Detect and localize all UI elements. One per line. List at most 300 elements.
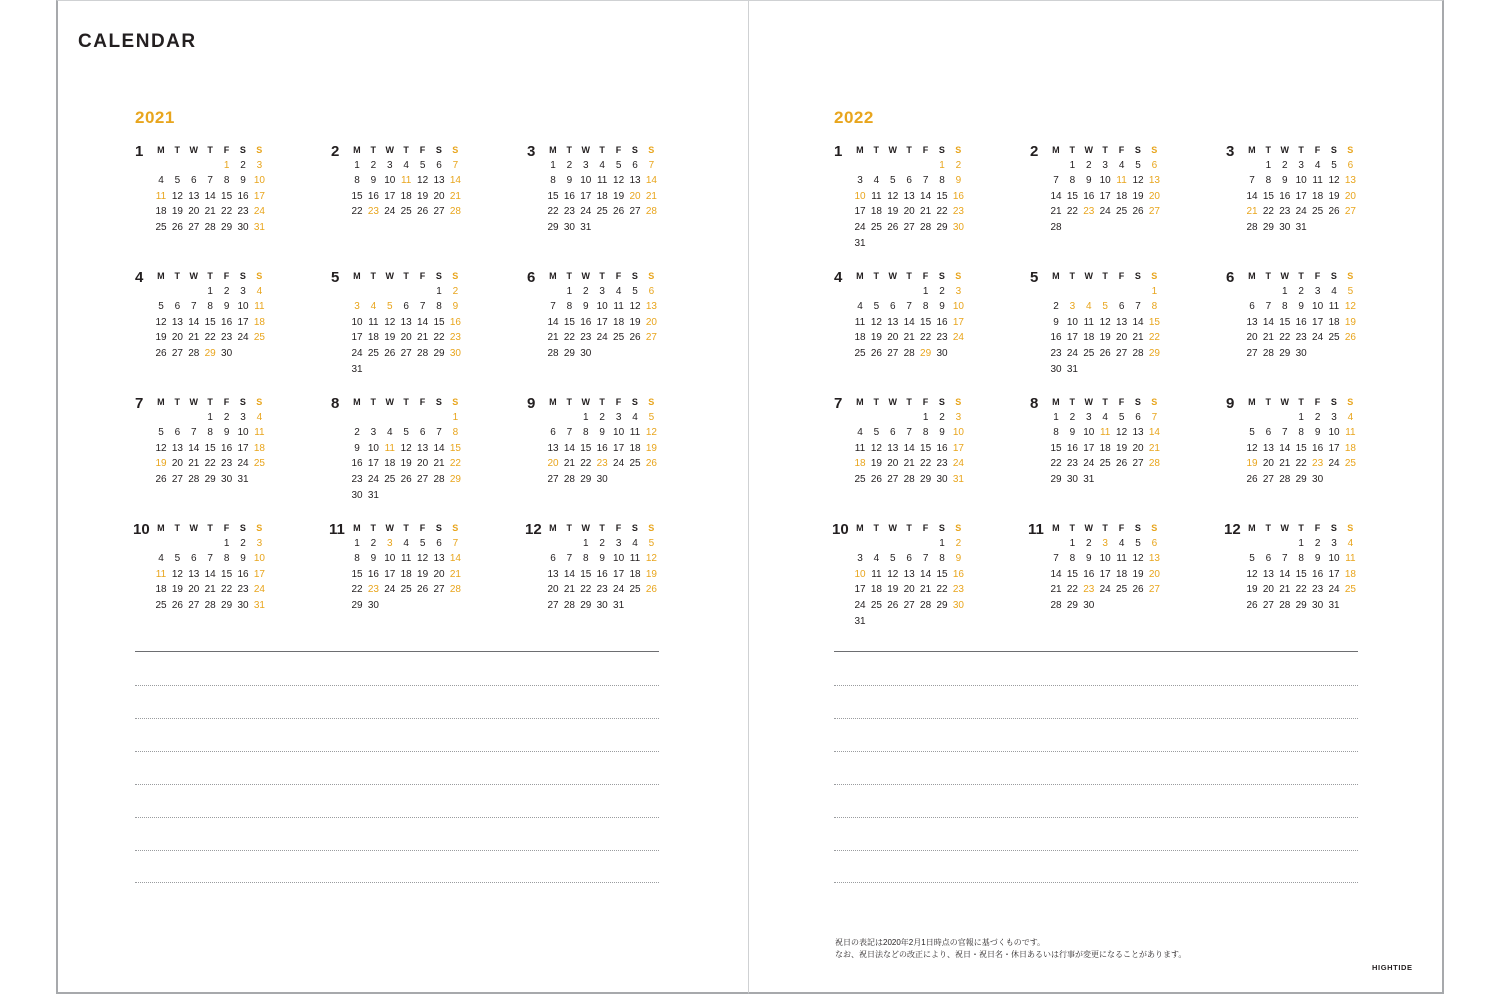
day-cell: 12	[870, 442, 882, 454]
day-cell: 17	[1099, 568, 1111, 580]
day-cell: 25	[367, 348, 379, 359]
day-cell: 30	[1295, 348, 1307, 359]
day-cell: 12	[417, 553, 429, 565]
day-cell: 22	[1295, 584, 1307, 596]
day-cell: 1	[1151, 285, 1158, 297]
day-cell: 29	[563, 348, 575, 359]
day-cell: 14	[903, 316, 915, 328]
weekday-header: T	[1265, 523, 1272, 533]
day-cell: 22	[936, 206, 948, 218]
day-cell: 4	[1118, 159, 1125, 171]
weekday-header: M	[1052, 523, 1060, 533]
day-cell: 11	[629, 553, 641, 565]
day-cell: 30	[367, 600, 379, 611]
day-cell: 27	[1344, 206, 1356, 218]
weekday-header: T	[906, 145, 913, 155]
day-cell: 30	[351, 489, 363, 501]
day-cell: 2	[955, 537, 962, 549]
day-cell: 15	[449, 442, 461, 454]
day-cell: 23	[237, 206, 249, 218]
day-cell: 24	[1328, 458, 1340, 470]
day-cell: 22	[936, 584, 948, 596]
weekday-header: S	[955, 271, 962, 281]
day-cell: 16	[351, 458, 363, 470]
day-cell: 5	[873, 427, 880, 439]
day-cell: 3	[387, 159, 393, 171]
weekday-header: S	[1151, 397, 1158, 407]
day-cell: 17	[1328, 442, 1340, 454]
note-line	[834, 850, 1358, 851]
day-cell: 7	[1053, 553, 1059, 565]
day-cell: 12	[1344, 301, 1356, 313]
day-cell: 30	[1312, 474, 1324, 485]
day-cell: 31	[1295, 222, 1307, 233]
weekday-header: T	[1298, 523, 1305, 533]
day-cell: 11	[596, 175, 608, 187]
weekday-header: M	[856, 397, 864, 407]
day-cell: 15	[547, 190, 559, 202]
weekday-header: W	[189, 271, 199, 281]
day-cell: 30	[563, 222, 575, 233]
day-cell: 24	[384, 584, 396, 596]
day-cell: 13	[547, 442, 559, 454]
weekday-header: M	[549, 523, 557, 533]
weekday-header: T	[370, 271, 377, 281]
day-cell: 6	[1265, 553, 1272, 565]
day-cell: 21	[188, 332, 200, 344]
weekday-header: T	[174, 271, 181, 281]
day-cell: 16	[221, 316, 233, 328]
weekday-header: M	[1052, 145, 1060, 155]
day-cell: 24	[613, 458, 625, 470]
weekday-header: W	[1084, 523, 1094, 533]
day-cell: 2	[599, 537, 605, 549]
day-cell: 28	[188, 348, 200, 359]
day-cell: 4	[387, 427, 393, 439]
day-cell: 21	[1279, 458, 1291, 470]
day-cell: 16	[237, 568, 249, 580]
day-cell: 29	[1066, 600, 1078, 611]
weekday-header: F	[223, 271, 230, 281]
weekday-header: F	[1314, 397, 1321, 407]
day-cell: 1	[223, 537, 230, 549]
note-line	[834, 784, 1358, 785]
day-cell: 18	[155, 584, 167, 596]
day-cell: 28	[1279, 600, 1291, 611]
day-cell: 6	[174, 427, 181, 439]
day-cell: 16	[449, 316, 461, 328]
day-cell: 2	[1282, 159, 1288, 171]
day-cell: 28	[1279, 474, 1291, 485]
day-cell: 4	[403, 537, 409, 549]
day-cell: 25	[400, 206, 412, 218]
day-cell: 29	[221, 600, 233, 611]
day-cell: 23	[952, 584, 964, 596]
day-cell: 7	[922, 175, 929, 187]
day-cell: 4	[632, 411, 638, 423]
weekday-header: T	[370, 145, 377, 155]
day-cell: 18	[870, 584, 882, 596]
weekday-header: S	[1151, 145, 1158, 155]
day-cell: 7	[452, 159, 459, 171]
day-cell: 21	[920, 206, 932, 218]
day-cell: 5	[873, 301, 880, 313]
day-cell: 14	[188, 442, 200, 454]
weekday-header: T	[174, 145, 181, 155]
month-number: 7	[834, 395, 843, 412]
day-cell: 25	[1083, 348, 1095, 359]
day-cell: 16	[1312, 568, 1324, 580]
day-cell: 3	[1331, 537, 1337, 549]
day-cell: 9	[1282, 175, 1288, 187]
day-cell: 17	[1066, 332, 1078, 344]
day-cell: 23	[596, 584, 608, 596]
day-cell: 1	[452, 411, 459, 423]
day-cell: 25	[155, 600, 167, 611]
day-cell: 13	[433, 175, 445, 187]
day-cell: 26	[870, 348, 882, 359]
day-cell: 10	[237, 427, 249, 439]
weekday-header: S	[1347, 523, 1354, 533]
weekday-header: S	[1151, 271, 1158, 281]
day-cell: 30	[1083, 600, 1095, 611]
day-cell: 3	[256, 159, 263, 171]
note-line	[135, 882, 659, 883]
day-cell: 13	[1148, 175, 1160, 187]
weekday-header: S	[1330, 523, 1338, 533]
day-cell: 8	[566, 301, 573, 313]
note-line	[834, 882, 1358, 883]
day-cell: 18	[1116, 190, 1128, 202]
weekday-header: M	[157, 523, 165, 533]
weekday-header: S	[938, 271, 946, 281]
day-cell: 19	[613, 190, 625, 202]
day-cell: 16	[952, 190, 964, 202]
day-cell: 10	[854, 190, 866, 202]
day-cell: 29	[433, 348, 445, 359]
weekday-header: F	[615, 523, 622, 533]
weekday-header: S	[938, 523, 946, 533]
day-cell: 10	[1083, 427, 1095, 439]
day-cell: 26	[400, 474, 412, 485]
day-cell: 27	[433, 206, 445, 218]
day-cell: 31	[854, 615, 866, 627]
day-cell: 21	[563, 584, 575, 596]
day-cell: 16	[237, 190, 249, 202]
day-cell: 7	[1282, 427, 1288, 439]
day-cell: 4	[1331, 285, 1337, 297]
day-cell: 13	[1344, 175, 1356, 187]
day-cell: 12	[887, 568, 899, 580]
day-cell: 29	[449, 474, 461, 485]
day-cell: 6	[191, 175, 197, 187]
month-2022-8	[1030, 395, 1170, 510]
day-cell: 5	[419, 159, 426, 171]
day-cell: 2	[1053, 301, 1059, 313]
day-cell: 22	[920, 458, 932, 470]
day-cell: 25	[1344, 584, 1356, 596]
day-cell: 17	[253, 190, 265, 202]
day-cell: 28	[1148, 458, 1160, 470]
day-cell: 28	[449, 584, 461, 596]
day-cell: 14	[1279, 568, 1291, 580]
day-cell: 10	[1066, 316, 1078, 328]
day-cell: 30	[596, 600, 608, 611]
day-cell: 26	[1246, 600, 1258, 611]
day-cell: 5	[890, 175, 896, 187]
day-cell: 27	[400, 348, 412, 359]
note-line	[135, 784, 659, 785]
weekday-header: M	[1052, 397, 1060, 407]
day-cell: 22	[1066, 584, 1078, 596]
day-cell: 20	[1116, 332, 1128, 344]
weekday-header: T	[1298, 145, 1305, 155]
weekday-header: S	[452, 523, 459, 533]
day-cell: 8	[436, 301, 442, 313]
day-cell: 25	[870, 600, 882, 611]
day-cell: 23	[596, 458, 608, 470]
day-cell: 5	[1331, 159, 1337, 171]
day-cell: 24	[1099, 584, 1111, 596]
day-cell: 27	[547, 600, 559, 611]
day-cell: 17	[253, 568, 265, 580]
day-cell: 19	[645, 442, 657, 454]
day-cell: 22	[1295, 458, 1307, 470]
day-cell: 8	[1069, 175, 1076, 187]
day-cell: 19	[870, 332, 882, 344]
day-cell: 15	[433, 316, 445, 328]
day-cell: 13	[1246, 316, 1258, 328]
day-cell: 21	[645, 190, 657, 202]
month-2021-2	[331, 143, 471, 258]
day-cell: 4	[857, 301, 863, 313]
day-cell: 15	[580, 442, 592, 454]
day-cell: 26	[645, 458, 657, 470]
day-cell: 7	[1053, 175, 1059, 187]
month-number: 1	[834, 143, 843, 160]
weekday-header: S	[631, 145, 639, 155]
day-cell: 11	[155, 568, 167, 580]
day-cell: 6	[1265, 427, 1272, 439]
day-cell: 16	[580, 316, 592, 328]
day-cell: 24	[854, 222, 866, 233]
day-cell: 28	[920, 222, 932, 233]
day-cell: 5	[387, 301, 393, 313]
day-cell: 20	[400, 332, 412, 344]
day-cell: 24	[580, 206, 592, 218]
month-number: 10	[832, 521, 849, 538]
day-cell: 14	[563, 442, 575, 454]
day-cell: 20	[903, 206, 915, 218]
day-cell: 24	[1099, 206, 1111, 218]
day-cell: 18	[155, 206, 167, 218]
day-cell: 6	[890, 301, 896, 313]
day-cell: 2	[240, 537, 246, 549]
day-cell: 20	[188, 206, 200, 218]
day-cell: 15	[563, 316, 575, 328]
day-cell: 5	[174, 175, 181, 187]
day-cell: 6	[1151, 537, 1158, 549]
day-cell: 2	[583, 285, 589, 297]
day-cell: 15	[920, 442, 932, 454]
day-cell: 1	[354, 537, 360, 549]
day-cell: 29	[580, 600, 592, 611]
weekday-header: F	[419, 397, 426, 407]
day-cell: 17	[580, 190, 592, 202]
day-cell: 19	[155, 458, 167, 470]
day-cell: 27	[433, 584, 445, 596]
day-cell: 23	[1050, 348, 1062, 359]
day-cell: 21	[1050, 206, 1062, 218]
day-cell: 23	[221, 458, 233, 470]
day-cell: 8	[939, 553, 945, 565]
day-cell: 23	[936, 332, 948, 344]
weekday-header: S	[1134, 397, 1142, 407]
day-cell: 15	[1279, 316, 1291, 328]
day-cell: 21	[204, 206, 216, 218]
day-cell: 15	[1262, 190, 1274, 202]
day-cell: 5	[890, 553, 896, 565]
weekday-header: W	[581, 397, 591, 407]
day-cell: 20	[171, 332, 183, 344]
day-cell: 4	[599, 159, 605, 171]
day-cell: 14	[1148, 427, 1160, 439]
day-cell: 27	[1148, 206, 1160, 218]
day-cell: 1	[1069, 159, 1076, 171]
weekday-header: M	[1248, 145, 1256, 155]
day-cell: 10	[580, 175, 592, 187]
day-cell: 9	[566, 175, 573, 187]
day-cell: 28	[204, 600, 216, 611]
day-cell: 2	[240, 159, 246, 171]
day-cell: 27	[629, 206, 641, 218]
note-line	[135, 817, 659, 818]
day-cell: 3	[583, 159, 589, 171]
day-cell: 4	[256, 285, 263, 297]
day-cell: 23	[351, 474, 363, 485]
day-cell: 5	[1118, 411, 1125, 423]
day-cell: 4	[370, 301, 377, 313]
day-cell: 22	[580, 458, 592, 470]
day-cell: 18	[1116, 568, 1128, 580]
day-cell: 14	[903, 442, 915, 454]
weekday-header: T	[403, 523, 410, 533]
day-cell: 31	[351, 363, 363, 375]
day-cell: 9	[354, 442, 360, 454]
day-cell: 14	[204, 568, 216, 580]
day-cell: 20	[1148, 568, 1160, 580]
weekday-header: S	[631, 397, 639, 407]
day-cell: 11	[254, 301, 265, 313]
day-cell: 8	[223, 175, 230, 187]
day-cell: 24	[854, 600, 866, 611]
day-cell: 23	[1295, 332, 1307, 344]
day-cell: 26	[1099, 348, 1111, 359]
weekday-header: T	[1102, 271, 1109, 281]
day-cell: 6	[436, 537, 442, 549]
day-cell: 26	[417, 206, 429, 218]
day-cell: 21	[1132, 332, 1144, 344]
day-cell: 26	[870, 474, 882, 485]
day-cell: 19	[1099, 332, 1111, 344]
day-cell: 10	[384, 553, 396, 565]
day-cell: 25	[1116, 206, 1128, 218]
day-cell: 24	[1295, 206, 1307, 218]
weekday-header: W	[189, 523, 199, 533]
day-cell: 15	[1066, 190, 1078, 202]
weekday-header: W	[189, 397, 199, 407]
weekday-header: S	[1134, 145, 1142, 155]
weekday-header: T	[873, 271, 880, 281]
month-number: 9	[1226, 395, 1235, 412]
day-cell: 16	[221, 442, 233, 454]
weekday-header: T	[207, 523, 214, 533]
day-cell: 11	[1116, 175, 1127, 187]
month-2021-6	[527, 269, 667, 384]
note-line	[135, 850, 659, 851]
day-cell: 19	[400, 458, 412, 470]
weekday-header: S	[1347, 397, 1354, 407]
day-cell: 18	[870, 206, 882, 218]
day-cell: 8	[1282, 301, 1288, 313]
day-cell: 22	[920, 332, 932, 344]
day-cell: 23	[580, 332, 592, 344]
day-cell: 9	[1314, 553, 1321, 565]
day-cell: 22	[1262, 206, 1274, 218]
month-number: 2	[1030, 143, 1039, 160]
day-cell: 12	[384, 316, 396, 328]
brand-logo: HIGHTIDE	[1372, 963, 1413, 972]
month-number: 12	[525, 521, 542, 538]
weekday-header: F	[419, 145, 426, 155]
day-cell: 31	[580, 222, 592, 233]
page-title: CALENDAR	[78, 31, 197, 52]
day-cell: 29	[351, 600, 363, 611]
day-cell: 22	[221, 584, 233, 596]
weekday-header: M	[353, 397, 361, 407]
day-cell: 22	[221, 206, 233, 218]
day-cell: 22	[351, 584, 363, 596]
day-cell: 9	[599, 553, 605, 565]
day-cell: 26	[613, 206, 625, 218]
day-cell: 21	[1050, 584, 1062, 596]
day-cell: 28	[1050, 222, 1062, 233]
weekday-header: T	[906, 397, 913, 407]
day-cell: 30	[936, 348, 948, 359]
day-cell: 30	[952, 600, 964, 611]
day-cell: 22	[1066, 206, 1078, 218]
day-cell: 16	[1083, 190, 1095, 202]
notes-top-rule	[135, 651, 659, 652]
weekday-header: W	[888, 271, 898, 281]
day-cell: 22	[547, 206, 559, 218]
day-cell: 12	[1116, 427, 1128, 439]
day-cell: 20	[1262, 584, 1274, 596]
day-cell: 10	[1328, 427, 1340, 439]
weekday-header: S	[239, 145, 247, 155]
day-cell: 16	[596, 568, 608, 580]
day-cell: 17	[367, 458, 379, 470]
day-cell: 13	[629, 175, 641, 187]
day-cell: 5	[1135, 537, 1141, 549]
day-cell: 23	[1312, 584, 1324, 596]
month-number: 6	[527, 269, 536, 286]
day-cell: 11	[629, 427, 641, 439]
day-cell: 30	[221, 348, 233, 359]
day-cell: 26	[384, 348, 396, 359]
month-2021-8	[331, 395, 471, 510]
day-cell: 14	[204, 190, 216, 202]
